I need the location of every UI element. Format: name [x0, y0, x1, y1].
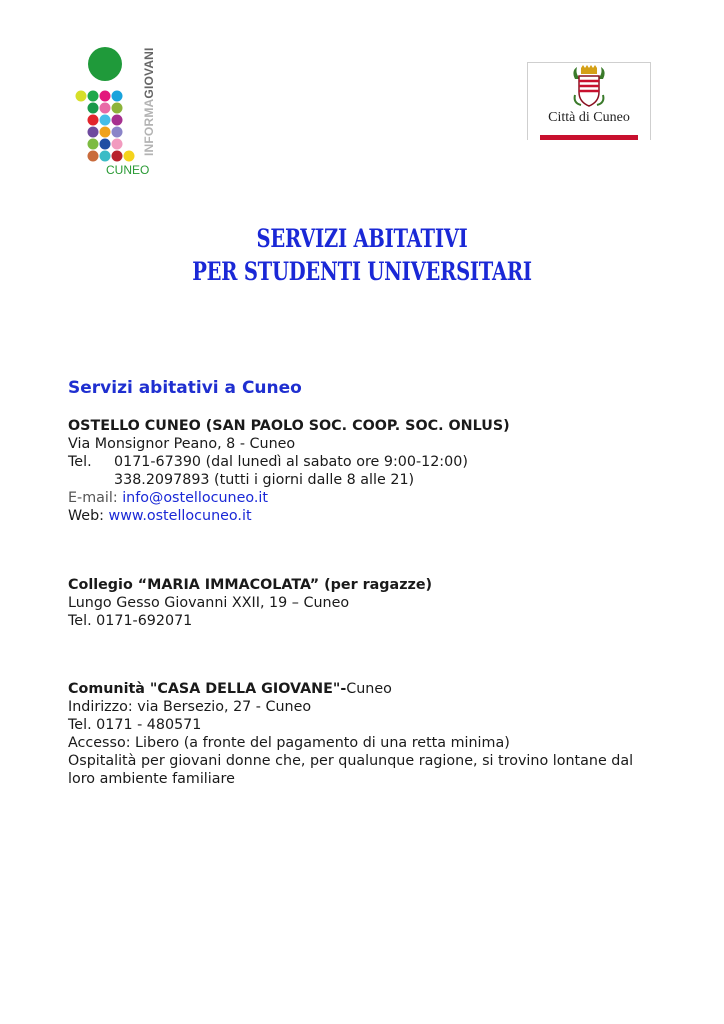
ostello-email-label: E-mail: — [68, 490, 118, 506]
ostello-tel-label: Tel. — [68, 454, 92, 470]
informagiovani-wordmark: INFORMAGIOVANI — [142, 47, 156, 156]
city-crest-icon — [569, 65, 609, 109]
ostello-email-link[interactable]: info@ostellocuneo.it — [122, 490, 268, 506]
comunita-description-2: loro ambiente familiare — [68, 771, 235, 787]
comunita-access: Accesso: Libero (a fronte del pagamento di una retta minima) — [68, 735, 510, 751]
ostello-address: Via Monsignor Peano, 8 - Cuneo — [68, 436, 296, 452]
comunita-name-row — [68, 680, 633, 698]
collegio-entry — [68, 576, 432, 630]
ostello-entry — [68, 417, 510, 525]
ostello-web-row — [68, 507, 510, 525]
ostello-web-label: Web: — [68, 508, 104, 524]
citta-di-cuneo-logo — [527, 62, 651, 140]
comunita-name: Comunità "CASA DELLA GIOVANE"- — [68, 681, 347, 697]
ostello-email-row — [68, 489, 510, 507]
ostello-tel1: 0171-67390 (dal lunedì al sabato ore 9:00-12:00) — [114, 454, 468, 470]
section-heading: Servizi abitativi a Cuneo — [68, 378, 302, 398]
informagiovani-city: CUNEO — [106, 163, 150, 177]
ostello-name: OSTELLO CUNEO (SAN PAOLO SOC. COOP. SOC. ONLUS) — [68, 418, 510, 434]
comunita-address: Indirizzo: via Bersezio, 27 - Cuneo — [68, 699, 312, 715]
ostello-tel2: 338.2097893 (tutti i giorni dalle 8 alle 21) — [114, 472, 415, 488]
ostello-tel-row — [68, 453, 510, 471]
document-title — [80, 222, 645, 288]
title-line-1: SERVIZI ABITATIVI — [256, 224, 468, 253]
comunita-description-1: Ospitalità per giovani donne che, per qualunque ragione, si trovino lontane dal — [68, 753, 634, 769]
informagiovani-logo — [72, 44, 162, 179]
comunita-city: Cuneo — [346, 681, 392, 697]
city-logo-bar — [540, 135, 638, 140]
comunita-entry — [68, 680, 633, 788]
collegio-address: Lungo Gesso Giovanni XXII, 19 – Cuneo — [68, 595, 350, 611]
ostello-web-link[interactable]: www.ostellocuneo.it — [108, 508, 252, 524]
collegio-tel: Tel. 0171-692071 — [68, 613, 193, 629]
city-name: Città di Cuneo — [548, 110, 630, 125]
comunita-tel: Tel. 0171 - 480571 — [68, 717, 202, 733]
collegio-name: Collegio “MARIA IMMACOLATA” (per ragazze) — [68, 577, 433, 593]
title-line-2: PER STUDENTI UNIVERSITARI — [192, 257, 532, 286]
